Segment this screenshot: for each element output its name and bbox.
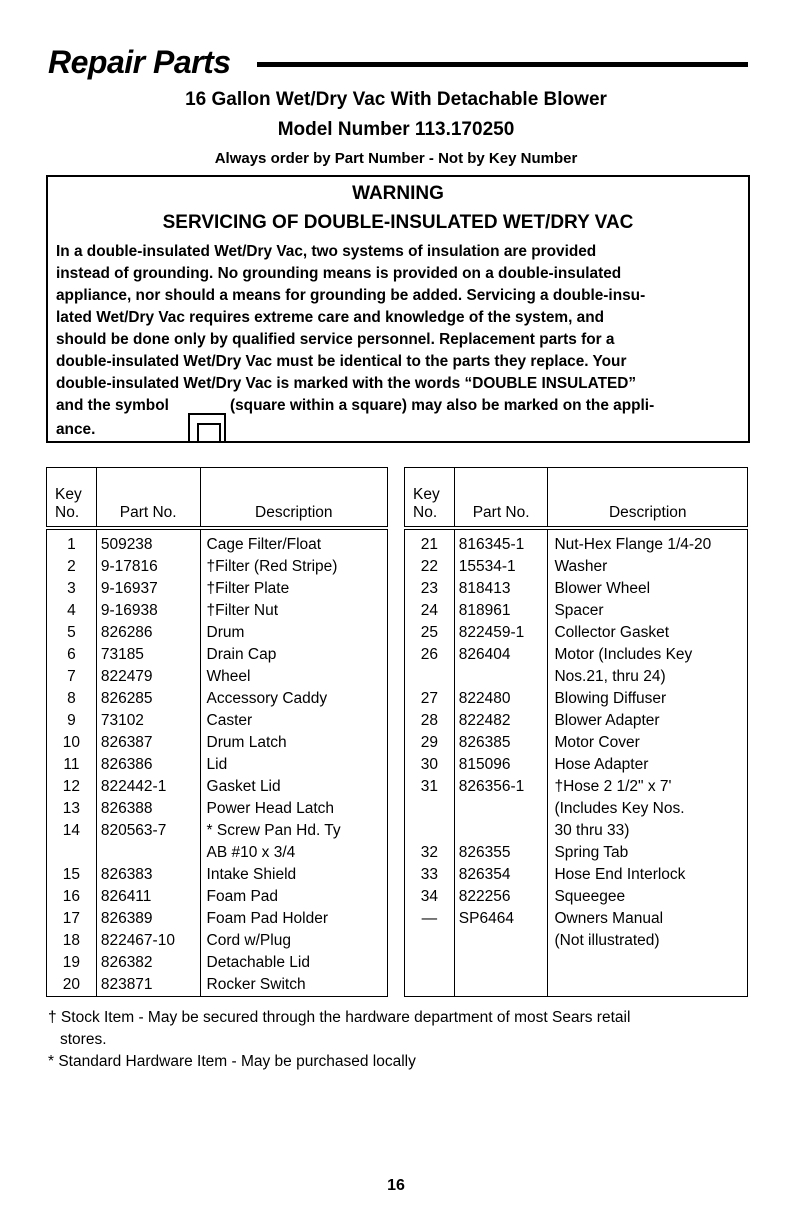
product-subtitle: 16 Gallon Wet/Dry Vac With Detachable Blower [185,89,607,110]
title-rule [257,62,748,67]
table-row [405,842,748,864]
description-cell: †Filter Nut [200,600,387,622]
part-no-cell: 73185 [96,644,200,666]
part-no-cell [454,666,548,688]
part-no-cell [454,952,548,974]
part-no-cell: 826388 [96,798,200,820]
description-cell: Motor (Includes Key [548,644,748,666]
part-no-cell [454,820,548,842]
description-cell: Owners Manual [548,908,748,930]
description-cell: Hose End Interlock [548,864,748,886]
part-no-cell: 826404 [454,644,548,666]
description-cell: AB #10 x 3/4 [200,842,387,864]
warning-line: and the symbol [56,397,169,414]
part-no-cell: 826389 [96,908,200,930]
model-number: Model Number 113.170250 [277,119,515,140]
description-cell [548,974,748,997]
description-cell: Motor Cover [548,732,748,754]
part-no-cell [454,798,548,820]
part-no-cell: 822480 [454,688,548,710]
key-no-cell: 20 [47,974,97,997]
table-row [405,666,748,688]
warning-line: instead of grounding. No grounding means is provided on a double-insulated [56,265,622,282]
table-row [47,886,388,908]
warning-line: (square within a square) may also be marked on the appli- [230,397,655,414]
table-row [405,820,748,842]
table-row [405,622,748,644]
description-cell: Accessory Caddy [200,688,387,710]
description-header: Description [200,468,387,529]
hardware-item-footnote: * Standard Hardware Item - May be purchased locally [48,1053,416,1070]
key-no-cell [405,974,455,997]
description-cell: Nut-Hex Flange 1/4-20 [548,528,748,556]
table-row [47,528,388,556]
table-row [47,798,388,820]
part-no-cell: 826385 [454,732,548,754]
part-no-cell: 826354 [454,864,548,886]
part-no-cell: 820563-7 [96,820,200,842]
part-no-cell: 9-17816 [96,556,200,578]
warning-line: should be done only by qualified service personnel. Replacement parts for a [56,331,615,348]
description-cell: Foam Pad Holder [200,908,387,930]
key-no-cell: 27 [405,688,455,710]
description-cell: (Not illustrated) [548,930,748,952]
description-cell: †Filter (Red Stripe) [200,556,387,578]
warning-line: lated Wet/Dry Vac requires extreme care and knowledge of the system, and [56,309,604,326]
part-no-cell: 15534-1 [454,556,548,578]
table-row [405,886,748,908]
key-no-cell: 12 [47,776,97,798]
table-row [47,842,388,864]
part-no-cell: 826355 [454,842,548,864]
table-row [47,710,388,732]
part-no-cell: 822467-10 [96,930,200,952]
page-title: Repair Parts [48,44,231,80]
key-no-cell: 14 [47,820,97,842]
left-table-body [47,528,388,997]
key-no-cell [405,820,455,842]
description-cell: 30 thru 33) [548,820,748,842]
part-no-header: Part No. [96,468,200,529]
key-no-cell: 34 [405,886,455,908]
key-no-cell: 9 [47,710,97,732]
description-cell: (Includes Key Nos. [548,798,748,820]
table-row [405,644,748,666]
key-no-header [47,468,97,529]
table-row [405,688,748,710]
warning-line: double-insulated Wet/Dry Vac must be identical to the parts they replace. Your [56,353,627,370]
key-no-cell [405,798,455,820]
key-no-cell: 11 [47,754,97,776]
warning-line: double-insulated Wet/Dry Vac is marked with the words “DOUBLE INSULATED” [56,375,637,392]
key-header-line1: Key [413,486,440,503]
description-cell: Spring Tab [548,842,748,864]
description-cell: Power Head Latch [200,798,387,820]
page-number: 16 [387,1177,405,1194]
part-no-cell: 826382 [96,952,200,974]
key-header-line2: No. [413,504,438,521]
table-row [405,974,748,997]
description-cell: Wheel [200,666,387,688]
description-cell: Intake Shield [200,864,387,886]
part-no-cell: 826386 [96,754,200,776]
description-cell: Gasket Lid [200,776,387,798]
key-no-cell: 10 [47,732,97,754]
key-no-cell: 8 [47,688,97,710]
table-row [47,644,388,666]
warning-line: appliance, nor should a means for grounding be added. Servicing a double-insu- [56,287,646,304]
order-note: Always order by Part Number - Not by Key Number [214,150,578,167]
stock-item-footnote: † Stock Item - May be secured through the hardware department of most Sears retail [48,1009,631,1026]
key-no-cell: 1 [47,528,97,556]
description-cell: * Screw Pan Hd. Ty [200,820,387,842]
part-no-cell: SP6464 [454,908,548,930]
part-no-cell: 9-16938 [96,600,200,622]
key-no-cell: 15 [47,864,97,886]
description-cell: Blower Wheel [548,578,748,600]
key-no-cell: 24 [405,600,455,622]
table-row [405,754,748,776]
table-row [47,688,388,710]
table-row [47,864,388,886]
table-row [47,930,388,952]
part-no-cell: 826285 [96,688,200,710]
key-no-cell: 16 [47,886,97,908]
table-row [47,600,388,622]
table-row [405,600,748,622]
part-no-cell: 822256 [454,886,548,908]
description-cell: Cage Filter/Float [200,528,387,556]
table-row [47,732,388,754]
part-no-cell: 73102 [96,710,200,732]
description-cell: Drum [200,622,387,644]
description-cell: Lid [200,754,387,776]
warning-line: ance. [56,421,96,438]
part-no-cell [96,842,200,864]
key-no-cell: 29 [405,732,455,754]
key-no-cell [405,952,455,974]
part-no-cell: 818961 [454,600,548,622]
part-no-cell [454,974,548,997]
description-cell: Blower Adapter [548,710,748,732]
warning-heading: WARNING [352,183,444,204]
right-table-body [405,528,748,997]
key-no-cell: 6 [47,644,97,666]
table-row [405,578,748,600]
table-row [47,952,388,974]
table-row [405,798,748,820]
part-no-cell: 822459-1 [454,622,548,644]
description-cell [548,952,748,974]
table-row [47,578,388,600]
part-no-cell: 815096 [454,754,548,776]
table-row [405,556,748,578]
description-cell: Hose Adapter [548,754,748,776]
key-no-cell [405,666,455,688]
part-no-cell [454,930,548,952]
table-row [47,666,388,688]
table-row [47,908,388,930]
key-no-cell [405,930,455,952]
part-no-cell: 826387 [96,732,200,754]
table-row [405,710,748,732]
table-row [405,732,748,754]
table-row [405,528,748,556]
table-row [47,974,388,997]
table-row [47,820,388,842]
description-cell: Cord w/Plug [200,930,387,952]
description-cell: Squeegee [548,886,748,908]
key-no-header [405,468,455,529]
key-no-cell: 32 [405,842,455,864]
description-cell: Rocker Switch [200,974,387,997]
description-cell: Drain Cap [200,644,387,666]
key-no-cell: 22 [405,556,455,578]
description-cell: Detachable Lid [200,952,387,974]
key-header-line2: No. [55,504,80,521]
key-no-cell: 7 [47,666,97,688]
part-no-cell: 826411 [96,886,200,908]
key-no-cell: 28 [405,710,455,732]
description-header: Description [548,468,748,529]
key-no-cell: — [405,908,455,930]
description-cell: †Filter Plate [200,578,387,600]
part-no-cell: 826383 [96,864,200,886]
table-row [47,754,388,776]
warning-box [46,175,750,443]
warning-subheading: SERVICING OF DOUBLE-INSULATED WET/DRY VAC [162,212,634,233]
key-no-cell: 13 [47,798,97,820]
table-row [405,908,748,930]
key-no-cell: 3 [47,578,97,600]
key-no-cell: 31 [405,776,455,798]
part-no-cell: 9-16937 [96,578,200,600]
parts-table-left [46,467,388,997]
description-cell: Blowing Diffuser [548,688,748,710]
key-no-cell: 30 [405,754,455,776]
part-no-cell: 823871 [96,974,200,997]
table-row [405,864,748,886]
key-no-cell: 18 [47,930,97,952]
warning-line: In a double-insulated Wet/Dry Vac, two systems of insulation are provided [56,243,597,260]
table-row [405,952,748,974]
table-row [47,622,388,644]
table-row [47,556,388,578]
part-no-header: Part No. [454,468,548,529]
description-cell: Collector Gasket [548,622,748,644]
table-row [47,776,388,798]
key-no-cell: 21 [405,528,455,556]
description-cell: Foam Pad [200,886,387,908]
stock-item-footnote-cont: stores. [60,1031,107,1048]
key-no-cell: 33 [405,864,455,886]
part-no-cell: 816345-1 [454,528,548,556]
description-cell: Washer [548,556,748,578]
table-row [405,930,748,952]
key-no-cell: 26 [405,644,455,666]
description-cell: †Hose 2 1/2" x 7' [548,776,748,798]
parts-table-right [404,467,748,997]
part-no-cell: 822482 [454,710,548,732]
key-no-cell: 2 [47,556,97,578]
part-no-cell: 826286 [96,622,200,644]
description-cell: Spacer [548,600,748,622]
key-no-cell: 19 [47,952,97,974]
key-no-cell: 17 [47,908,97,930]
double-insulated-symbol-inner-icon [197,423,221,443]
part-no-cell: 826356-1 [454,776,548,798]
description-cell: Nos.21, thru 24) [548,666,748,688]
key-no-cell [47,842,97,864]
description-cell: Drum Latch [200,732,387,754]
key-no-cell: 5 [47,622,97,644]
key-no-cell: 23 [405,578,455,600]
part-no-cell: 818413 [454,578,548,600]
description-cell: Caster [200,710,387,732]
table-row [405,776,748,798]
key-no-cell: 25 [405,622,455,644]
part-no-cell: 822442-1 [96,776,200,798]
key-no-cell: 4 [47,600,97,622]
key-header-line1: Key [55,486,82,503]
part-no-cell: 509238 [96,528,200,556]
part-no-cell: 822479 [96,666,200,688]
